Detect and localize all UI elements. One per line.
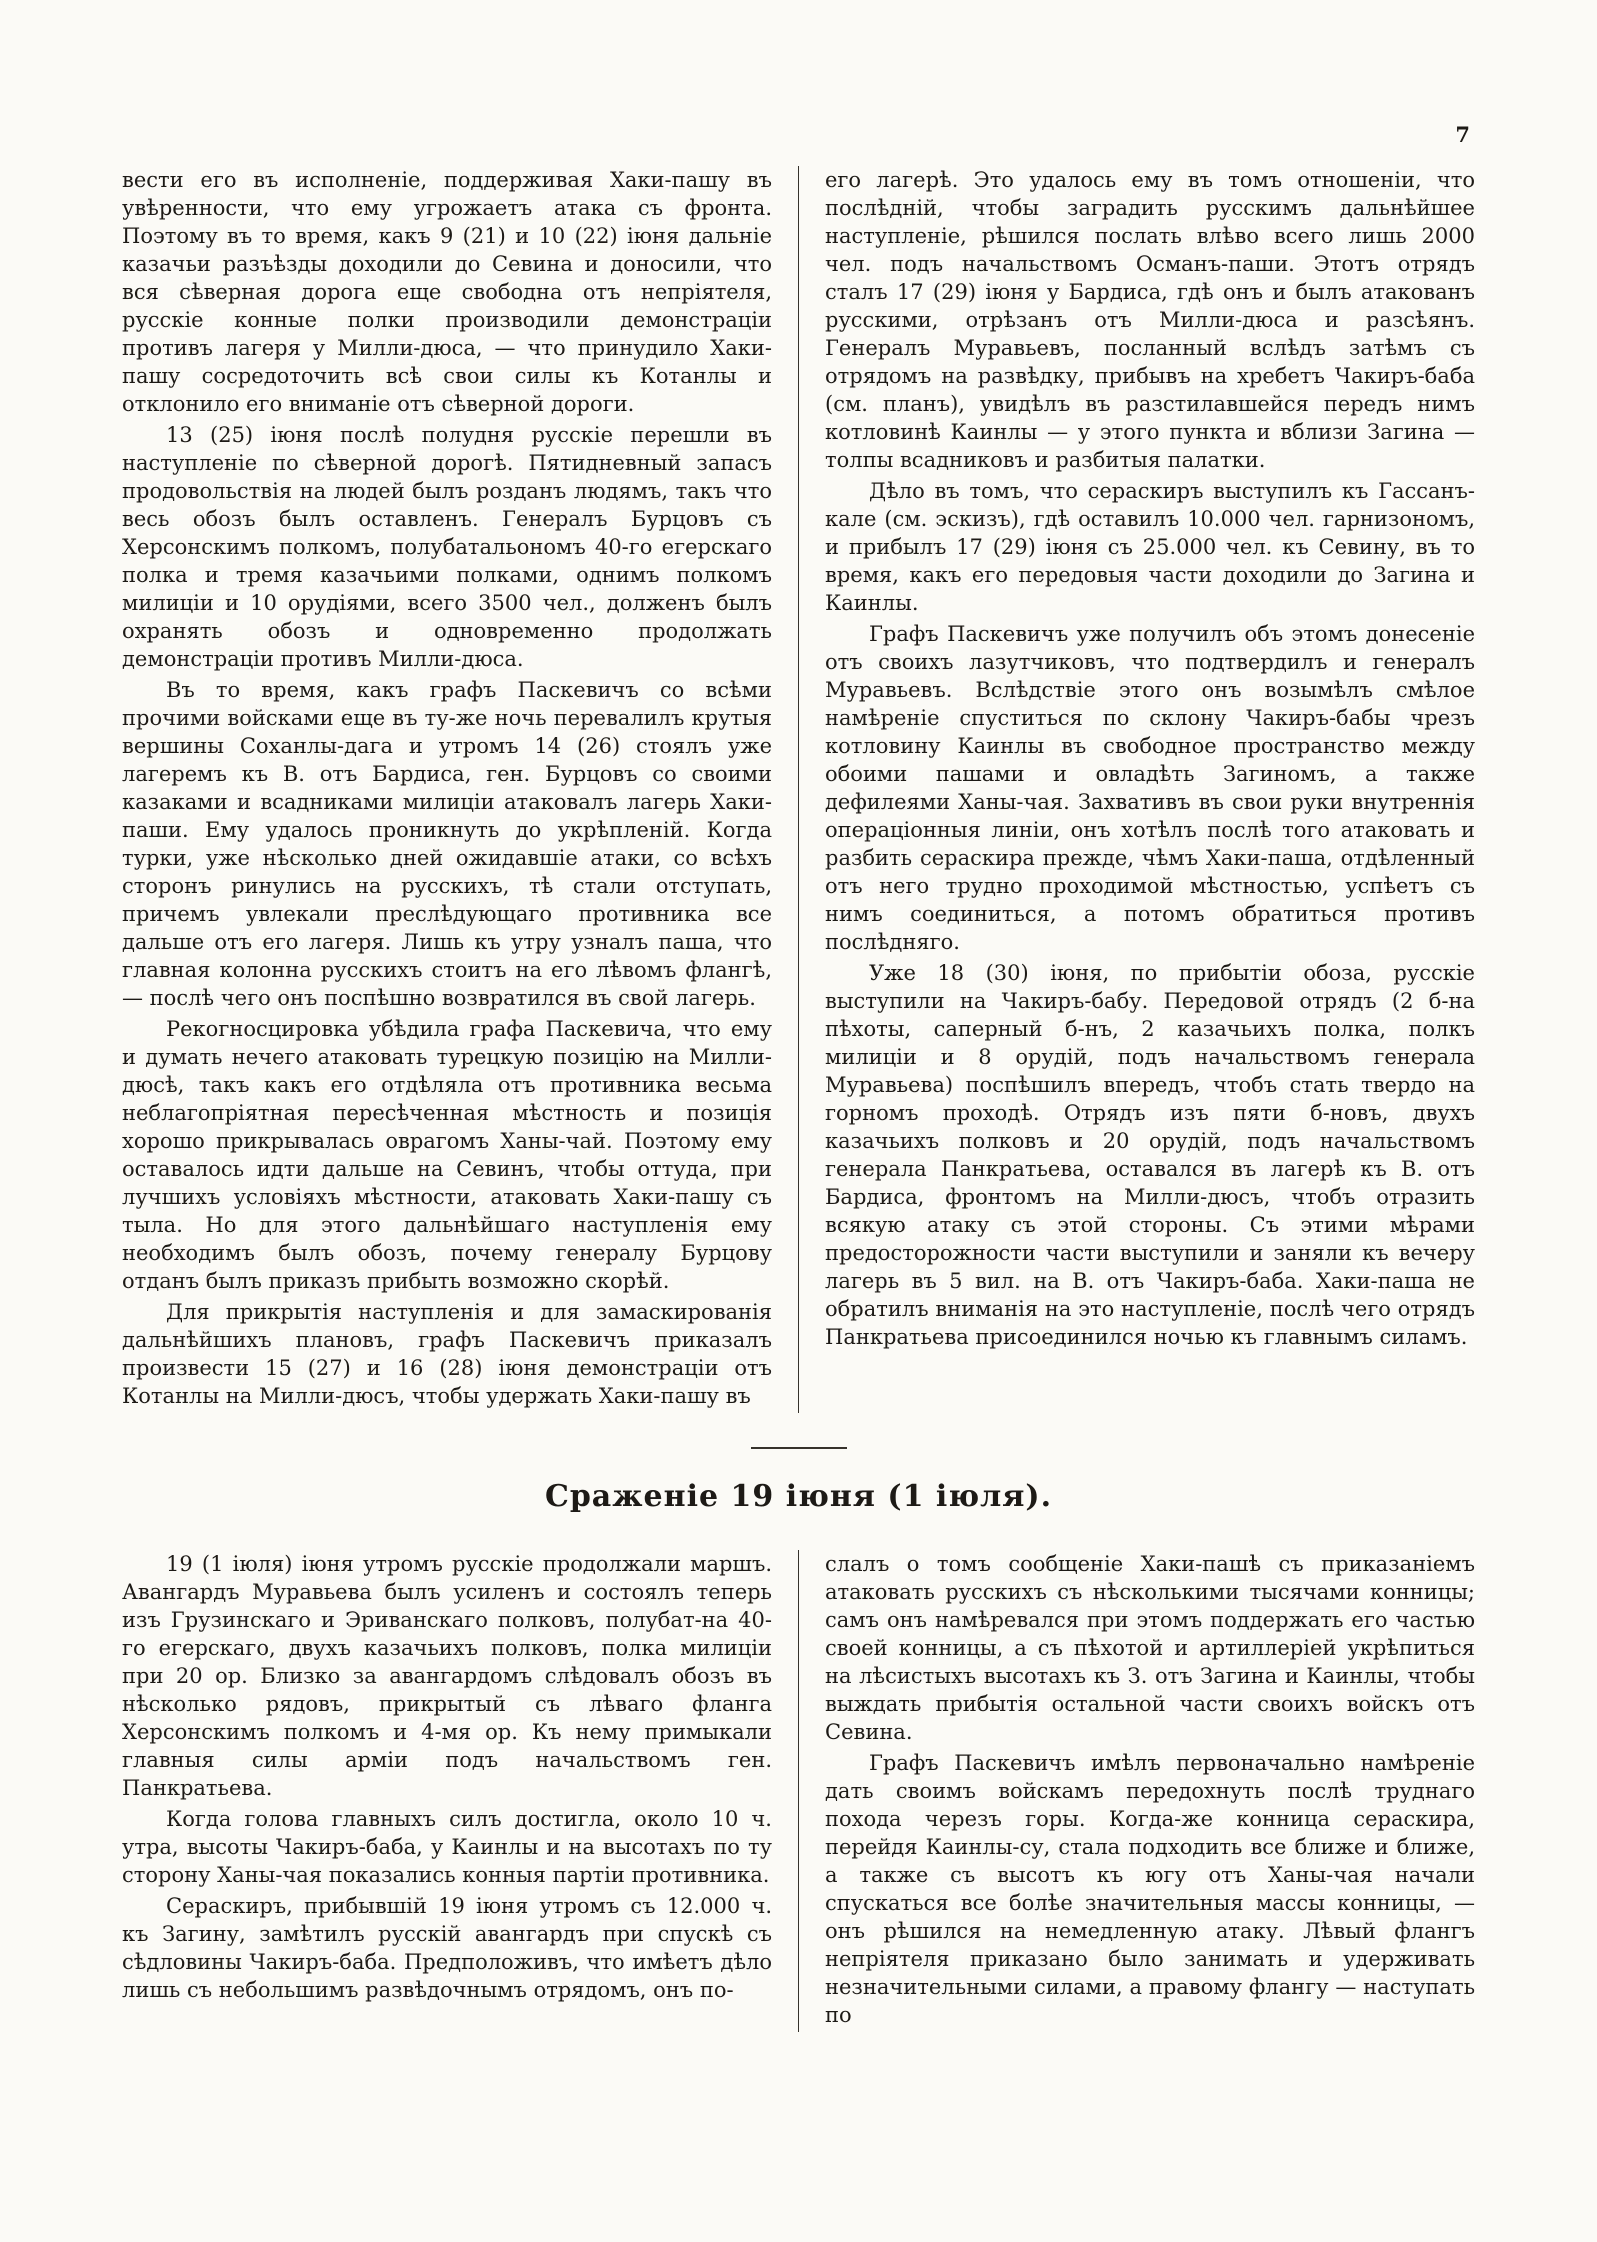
paragraph: 19 (1 іюля) іюня утромъ русскіе продолжали маршъ. Авангардъ Муравьева былъ усиленъ и состоялъ теперь изъ Грузинскаго и Эриванскаго полковъ, полубат-на 40-го егерскаго, двухъ казачьихъ полковъ, полка милиціи при 20 ор. Близко за авангардомъ слѣдовалъ обозъ въ нѣсколько рядовъ, прикрытый съ лѣваго фланга Херсонскимъ полкомъ и 4-мя ор. Къ нему примыкали главныя силы арміи подъ начальствомъ ген. Панкратьева. bbox=[122, 1552, 772, 1800]
top-section bbox=[122, 0, 1475, 1413]
paragraph: Сераскиръ, прибывшій 19 іюня утромъ съ 12.000 ч. къ Загину, замѣтилъ русскій авангардъ при спускѣ съ сѣдловины Чакиръ-баба. Предположивъ, что имѣетъ дѣло лишь съ небольшимъ развѣдочнымъ отрядомъ, онъ по- bbox=[122, 1894, 772, 2002]
battle-section bbox=[122, 1550, 1475, 2032]
paragraph: слалъ о томъ сообщеніе Хаки-пашѣ съ приказаніемъ атаковать русскихъ съ нѣсколькими тысячами конницы; самъ онъ намѣревался при этомъ поддержать его частью своей конницы, а съ пѣхотой и артиллеріей укрѣпиться на лѣсистыхъ высотахъ къ З. отъ Загина и Каинлы, чтобы выждать прибытія остальной части своихъ войскъ отъ Севина. bbox=[825, 1552, 1475, 1744]
paragraph: Графъ Паскевичъ уже получилъ объ этомъ донесеніе отъ своихъ лазутчиковъ, что подтвердилъ и генералъ Муравьевъ. Вслѣдствіе этого онъ возымѣлъ смѣлое намѣреніе спуститься по склону Чакиръ-бабы чрезъ котловину Каинлы въ свободное пространство между обоими пашами и овладѣть Загиномъ, а также дефилеями Ханы-чая. Захвативъ въ свои руки внутреннія операціонныя линіи, онъ хотѣлъ послѣ того атаковать и разбить сераскира прежде, чѣмъ Хаки-паша, отдѣленный отъ него трудно проходимой мѣстностью, успѣетъ съ нимъ соединиться, а потомъ обратиться противъ послѣдняго. bbox=[825, 622, 1475, 954]
paragraph: Въ то время, какъ графъ Паскевичъ со всѣми прочими войсками еще въ ту-же ночь перевалилъ крутыя вершины Соханлы-дага и утромъ 14 (26) стоялъ уже лагеремъ къ В. отъ Бардиса, ген. Бурцовъ со своими казаками и всадниками милиціи атаковалъ лагерь Хаки-паши. Ему удалось проникнуть до укрѣпленій. Когда турки, уже нѣсколько дней ожидавшіе атаки, со всѣхъ сторонъ ринулись на русскихъ, тѣ стали отступать, причемъ увлекали преслѣдующаго противника все дальше отъ его лагеря. Лишь къ утру узналъ паша, что главная колонна русскихъ стоитъ на его лѣвомъ флангѣ, — послѣ чего онъ поспѣшно возвратился въ свой лагерь. bbox=[122, 678, 772, 1010]
paragraph: Графъ Паскевичъ имѣлъ первоначально намѣреніе дать своимъ войскамъ передохнуть послѣ труднаго похода черезъ горы. Когда-же конница сераскира, перейдя Каинлы-су, стала подходить все ближе и ближе, а также съ высотъ къ югу отъ Ханы-чая начали спускаться все болѣе значительныя массы конницы, — онъ рѣшился на немедленную атаку. Лѣвый флангъ непріятеля приказано было занимать и удерживать незначительными силами, а правому флангу — наступать по bbox=[825, 1751, 1475, 2027]
top-left-column bbox=[122, 166, 772, 1413]
paragraph: 13 (25) іюня послѣ полудня русскіе перешли въ наступленіе по сѣверной дорогѣ. Пятидневный запасъ продовольствія на людей былъ розданъ людямъ, такъ что весь обозъ былъ оставленъ. Генералъ Бурцовъ съ Херсонскимъ полкомъ, полубатальономъ 40-го егерскаго полка и тремя казачьими полками, однимъ полкомъ милиціи и 10 орудіями, всего 3500 чел., долженъ былъ охранять обозъ и одновременно продолжать демонстраціи противъ Милли-дюса. bbox=[122, 423, 772, 671]
paragraph: вести его въ исполненіе, поддерживая Хаки-пашу въ увѣренности, что ему угрожаетъ атака съ фронта. Поэтому въ то время, какъ 9 (21) и 10 (22) іюня дальніе казачьи разъѣзды доходили до Севина и доносили, что вся сѣверная дорога еще свободна отъ непріятеля, русскіе конные полки производили демонстраціи противъ лагеря у Милли-дюса, — что принудило Хаки-пашу сосредоточить всѣ свои силы къ Котанлы и отклонило его вниманіе отъ сѣверной дороги. bbox=[122, 168, 772, 416]
battle-left-column bbox=[122, 1550, 772, 2032]
page-number: 7 bbox=[1455, 122, 1471, 147]
battle-heading: Сраженіе 19 іюня (1 іюля). bbox=[544, 1479, 1053, 1514]
top-right-column bbox=[825, 166, 1475, 1413]
section-divider-rule bbox=[751, 1447, 847, 1449]
column-divider-rule bbox=[798, 1550, 799, 2032]
paragraph: Когда голова главныхъ силъ достигла, около 10 ч. утра, высоты Чакиръ-баба, у Каинлы и на высотахъ по ту сторону Ханы-чая показались конныя партіи противника. bbox=[122, 1807, 772, 1887]
battle-right-column bbox=[825, 1550, 1475, 2032]
paragraph: Дѣло въ томъ, что сераскиръ выступилъ къ Гассанъ-кале (см. эскизъ), гдѣ оставилъ 10.000 чел. гарнизономъ, и прибылъ 17 (29) іюня съ 25.000 чел. къ Севину, въ то время, какъ его передовыя части доходили до Загина и Каинлы. bbox=[825, 479, 1475, 615]
column-divider-rule bbox=[798, 166, 799, 1413]
paragraph: его лагерѣ. Это удалось ему въ томъ отношеніи, что послѣдній, чтобы заградить русскимъ дальнѣйшее наступленіе, рѣшился послать влѣво всего лишь 2000 чел. подъ начальствомъ Османъ-паши. Этотъ отрядъ сталъ 17 (29) іюня у Бардиса, гдѣ онъ и былъ атакованъ русскими, отрѣзанъ отъ Милли-дюса и разсѣянъ. Генералъ Муравьевъ, посланный вслѣдъ затѣмъ съ отрядомъ на развѣдку, прибывъ на хребетъ Чакиръ-баба (см. планъ), увидѣлъ въ разстилавшейся передъ нимъ котловинѣ Каинлы — у этого пункта и вблизи Загина — толпы всадниковъ и разбитыя палатки. bbox=[825, 168, 1475, 472]
paragraph: Рекогносцировка убѣдила графа Паскевича, что ему и думать нечего атаковать турецкую позицію на Милли-дюсѣ, такъ какъ его отдѣляла отъ противника весьма неблагопріятная пересѣченная мѣстность и позиція хорошо прикрывалась оврагомъ Ханы-чай. Поэтому ему оставалось идти дальше на Севинъ, чтобы оттуда, при лучшихъ условіяхъ мѣстности, атаковать Хаки-пашу съ тыла. Но для этого дальнѣйшаго наступленія ему необходимъ былъ обозъ, почему генералу Бурцову отданъ былъ приказъ прибыть возможно скорѣй. bbox=[122, 1017, 772, 1293]
paragraph: Для прикрытія наступленія и для замаскированія дальнѣйшихъ плановъ, графъ Паскевичъ приказалъ произвести 15 (27) и 16 (28) іюня демонстраціи отъ Котанлы на Милли-дюсъ, чтобы удержать Хаки-пашу въ bbox=[122, 1300, 772, 1408]
paragraph: Уже 18 (30) іюня, по прибытіи обоза, русскіе выступили на Чакиръ-бабу. Передовой отрядъ (2 б-на пѣхоты, саперный б-нъ, 2 казачьихъ полка, полкъ милиціи и 8 орудій, подъ начальствомъ генерала Муравьева) поспѣшилъ впередъ, чтобъ стать твердо на горномъ проходѣ. Отрядъ изъ пяти б-новъ, двухъ казачьихъ полковъ и 20 орудій, подъ начальствомъ генерала Панкратьева, оставался въ лагерѣ къ В. отъ Бардиса, фронтомъ на Милли-дюсъ, чтобъ отразить всякую атаку съ этой стороны. Съ этими мѣрами предосторожности части выступили и заняли къ вечеру лагерь въ 5 вил. на В. отъ Чакиръ-баба. Хаки-паша не обратилъ вниманія на это наступленіе, послѣ чего отрядъ Панкратьева присоединился ночью къ главнымъ силамъ. bbox=[825, 961, 1475, 1349]
